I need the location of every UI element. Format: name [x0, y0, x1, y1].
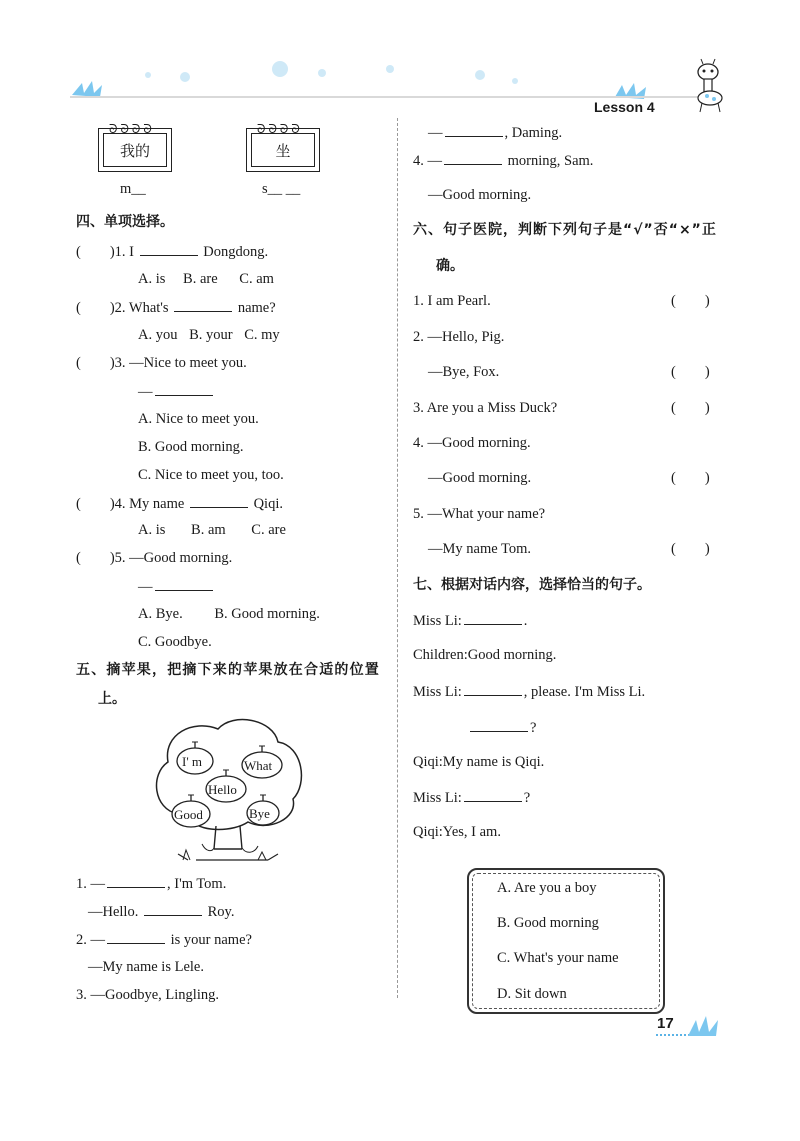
option[interactable]: B. Good morning: [497, 915, 599, 931]
option[interactable]: A. is: [138, 271, 166, 287]
options-5: [138, 605, 320, 623]
question-text: ( )2. What's: [76, 300, 169, 316]
section-7-title: 七、根据对话内容，选择恰当的句子。: [413, 577, 651, 593]
line-text: .: [523, 613, 528, 629]
line-text: 1. —: [76, 876, 105, 892]
section-5-title-cont: 上。: [98, 691, 126, 707]
apple-word: Hello: [208, 782, 237, 797]
options-1: [138, 270, 274, 288]
question-1: [76, 242, 268, 261]
judge-paren[interactable]: ( ): [671, 400, 710, 416]
line-text: , Daming.: [504, 125, 563, 141]
s5-line-1b: [88, 902, 234, 921]
judge-sentence: 4. —Good morning.: [413, 435, 531, 451]
page-number: 17: [657, 1015, 674, 1032]
judge-paren[interactable]: ( ): [671, 470, 710, 486]
card-hint: s__ __: [262, 181, 301, 197]
dialog-4: [468, 718, 536, 737]
s5-line-2: [76, 930, 252, 949]
apple-word: Bye: [249, 806, 270, 821]
section-6-title: 六、句子医院，判断下列句子是“√”否“×”正: [413, 222, 717, 238]
option[interactable]: B. am: [191, 522, 226, 538]
ring-icon: ᘐᘐᘐᘐ: [257, 122, 303, 136]
line-text: 2. —: [76, 932, 105, 948]
question-text: name?: [237, 300, 276, 316]
answer-blank[interactable]: [470, 718, 528, 732]
option[interactable]: B. Good morning.: [214, 606, 320, 622]
dialog-6: [413, 788, 530, 807]
line-text: is your name?: [170, 932, 252, 948]
dash: —: [138, 384, 153, 400]
question-text: ( )3. —Nice to meet you.: [76, 355, 247, 371]
answer-blank[interactable]: [464, 788, 522, 802]
question-5: [76, 549, 232, 567]
question-3: [76, 354, 247, 372]
r-cont-1: [428, 123, 562, 142]
option[interactable]: A. Bye.: [138, 606, 183, 622]
header-line: [70, 96, 710, 98]
apple[interactable]: [170, 793, 212, 829]
answer-blank[interactable]: [140, 242, 198, 256]
dash: —: [428, 125, 443, 141]
line-text: morning, Sam.: [507, 153, 594, 169]
card-hint: m__: [120, 181, 146, 197]
judge-sentence: —Good morning.: [428, 470, 532, 486]
column-divider: [397, 118, 398, 998]
line-text: , please. I'm Miss Li.: [523, 684, 646, 700]
card-wode: [98, 122, 172, 172]
apple-word: Good: [174, 807, 203, 822]
line-text: ?: [523, 790, 531, 806]
line-text: 4. —: [413, 153, 442, 169]
line-text: , I'm Tom.: [167, 876, 227, 892]
line-text: ?: [530, 720, 537, 736]
lesson-title: Lesson 4: [594, 99, 655, 115]
line-text: 3. —Goodbye, Lingling.: [76, 987, 219, 1003]
card-zuo: [246, 122, 320, 172]
header-decoration: [60, 55, 760, 115]
judge-sentence: 1. I am Pearl.: [413, 293, 491, 309]
answer-blank[interactable]: [464, 611, 522, 625]
line-text: Miss Li:: [413, 613, 462, 629]
judge-sentence: 2. —Hello, Pig.: [413, 329, 505, 345]
answer-blank[interactable]: [155, 577, 213, 591]
answer-blank[interactable]: [174, 298, 232, 312]
answer-line-5: [138, 577, 215, 596]
question-2: [76, 298, 276, 317]
judge-paren[interactable]: ( ): [671, 293, 710, 309]
options-2: [138, 326, 280, 344]
answer-blank[interactable]: [444, 151, 502, 165]
answer-blank[interactable]: [107, 874, 165, 888]
option[interactable]: C. am: [239, 271, 274, 287]
r-cont-2: [413, 151, 593, 170]
option[interactable]: A. is: [138, 522, 166, 538]
question-text: ( )5. —Good morning.: [76, 550, 233, 566]
footer-dots: [656, 1034, 690, 1036]
grass-icon: [686, 1012, 730, 1038]
line-text: —My name is Lele.: [88, 959, 204, 975]
judge-paren[interactable]: ( ): [671, 541, 710, 557]
answer-blank[interactable]: [144, 902, 202, 916]
line-text: Miss Li:: [413, 684, 462, 700]
dialog-1: [413, 611, 527, 630]
ring-icon: ᘐᘐᘐᘐ: [109, 122, 155, 136]
option[interactable]: C. What's your name: [497, 950, 619, 966]
line-text: —Good morning.: [428, 187, 532, 203]
line-text: Roy.: [207, 904, 235, 920]
judge-paren[interactable]: ( ): [671, 364, 710, 380]
question-text: Qiqi.: [253, 496, 283, 512]
question-text: Dongdong.: [203, 244, 269, 260]
answer-line-3: [138, 382, 215, 401]
answer-blank[interactable]: [155, 382, 213, 396]
option[interactable]: A. Nice to meet you.: [138, 411, 259, 427]
question-text: ( )4. My name: [76, 496, 185, 512]
dialog-3: [413, 682, 645, 701]
option[interactable]: D. Sit down: [497, 986, 567, 1002]
line-text: Miss Li:: [413, 790, 462, 806]
answer-blank[interactable]: [190, 494, 248, 508]
question-text: ( )1. I: [76, 244, 134, 260]
options-4: [138, 521, 286, 539]
option[interactable]: A. you: [138, 327, 178, 343]
answer-blank[interactable]: [464, 682, 522, 696]
option[interactable]: C. are: [251, 522, 286, 538]
section-6-title-cont: 确。: [436, 258, 464, 274]
option[interactable]: C. my: [244, 327, 280, 343]
card-label: 坐: [251, 133, 315, 167]
line-text: Children:Good morning.: [413, 647, 557, 663]
options-box: [467, 868, 665, 1014]
giraffe-icon: [688, 58, 730, 114]
s5-line-1: [76, 874, 226, 893]
line-text: Qiqi:My name is Qiqi.: [413, 754, 545, 770]
answer-blank[interactable]: [445, 123, 503, 137]
apple-word: I' m: [182, 754, 203, 769]
line-text: Qiqi:Yes, I am.: [413, 824, 501, 840]
line-text: —Hello.: [88, 904, 139, 920]
apple[interactable]: [244, 793, 282, 827]
judge-sentence: 5. —What your name?: [413, 506, 546, 522]
judge-sentence: —Bye, Fox.: [428, 364, 500, 380]
section-4-title: 四、单项选择。: [76, 214, 174, 230]
dash: —: [138, 579, 153, 595]
section-5-title: 五、摘苹果，把摘下来的苹果放在合适的位置: [76, 662, 380, 678]
question-4: [76, 494, 283, 513]
judge-sentence: 3. Are you a Miss Duck?: [413, 400, 558, 416]
option[interactable]: B. your: [189, 327, 233, 343]
option[interactable]: C. Goodbye.: [138, 634, 212, 650]
option[interactable]: B. Good morning.: [138, 439, 244, 455]
answer-blank[interactable]: [107, 930, 165, 944]
apple-word: What: [244, 758, 273, 773]
judge-sentence: —My name Tom.: [428, 541, 532, 557]
option[interactable]: C. Nice to meet you, too.: [138, 467, 284, 483]
option[interactable]: A. Are you a boy: [497, 880, 597, 896]
card-label: 我的: [103, 133, 167, 167]
option[interactable]: B. are: [183, 271, 218, 287]
